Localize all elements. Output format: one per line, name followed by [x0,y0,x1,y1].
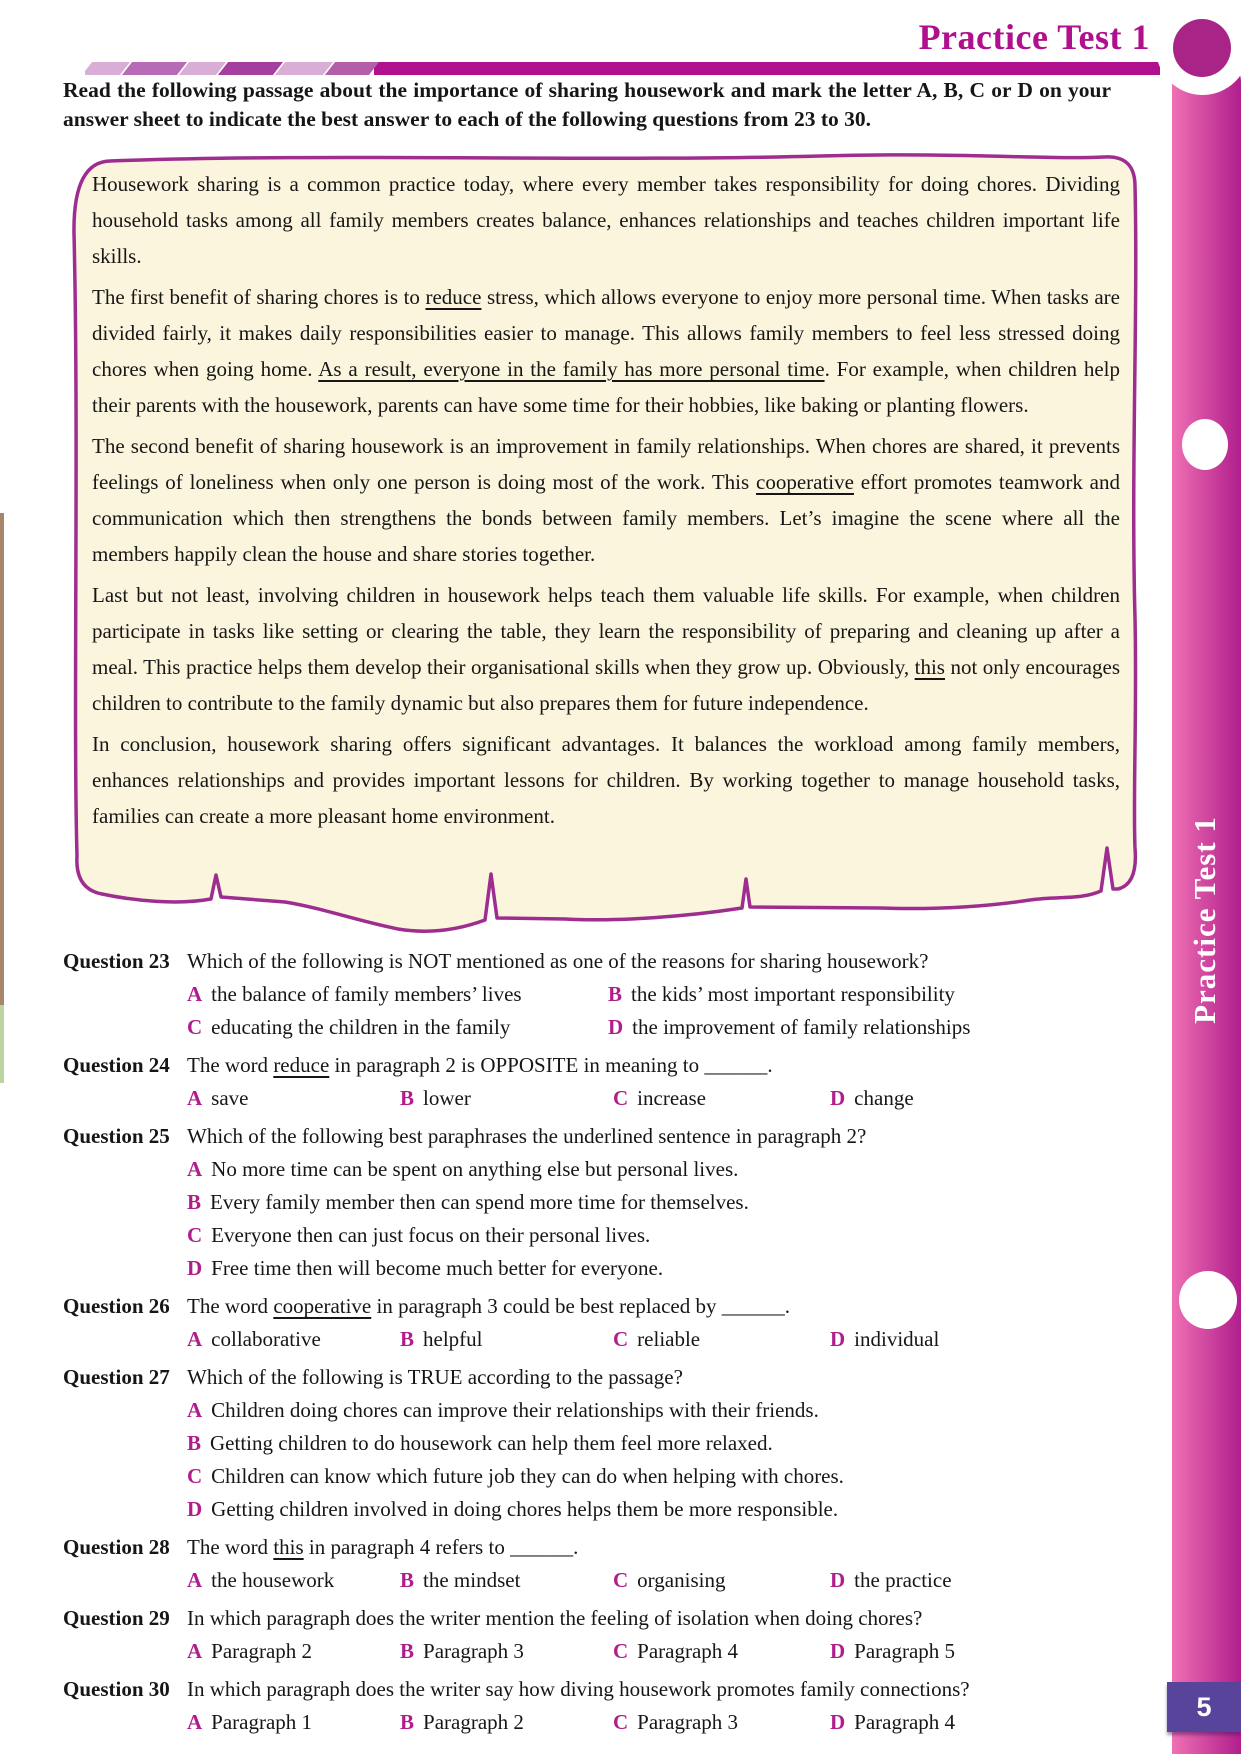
question-item [63,1531,1108,1597]
options [187,1635,1108,1668]
option-C [613,1082,830,1115]
question-body [187,1290,1108,1356]
option-A [187,1153,1108,1186]
question-body [187,1531,1108,1597]
option-B [400,1706,613,1739]
question-label: Question 27 [63,1365,170,1389]
option-text: lower [423,1086,471,1110]
option-letter: B [187,1431,202,1455]
option-letter: A [187,982,203,1006]
option-letter: D [830,1639,846,1663]
passage-paragraph: Housework sharing is a common practice today, where every member takes responsibility for doing chores. Dividing household tasks among all family members creates balance, enhances relationships and teaches children important life skills. [92,172,1120,268]
passage-paragraph: In conclusion, housework sharing offers significant advantages. It balances the workload among family members, enhances relationships and provides important lessons for children. By working together to manage household tasks, families can create a more pleasant home environment. [92,732,1120,828]
sidebar-hole-icon [1179,1271,1237,1329]
option-D [830,1635,1108,1668]
option-text: Children can know which future job they can do when helping with chores. [211,1464,844,1488]
option-text: Getting children involved in doing chores helps them be more responsible. [211,1497,839,1521]
options [187,1394,1108,1526]
page-number-box [1167,1682,1241,1732]
option-text: Paragraph 4 [637,1639,739,1663]
option-B [187,1186,1108,1219]
option-D [187,1252,1108,1285]
option-letter: A [187,1568,203,1592]
option-A [187,1394,1108,1427]
question-prompt: The word reduce in paragraph 2 is OPPOSITE in meaning to ______. [187,1053,773,1077]
option-text: Paragraph 2 [211,1639,313,1663]
question-label: Question 28 [63,1535,170,1559]
option-letter: B [400,1639,415,1663]
option-letter: A [187,1327,203,1351]
passage-paragraph: Last but not least, involving children in housework helps teach them valuable life skills. For example, when children participate in tasks like setting or clearing the table, they learn the responsibility of preparing and cleaning up after a meal. This practice helps them develop their organisational skills when they grow up. Obviously, this not only encourages children to contribute to the family dynamic but also prepares them for future independence. [92,583,1120,715]
option-C [187,1219,1108,1252]
option-letter: C [187,1223,203,1247]
options [187,1153,1108,1285]
option-D [187,1493,1108,1526]
question-item [63,1120,1108,1285]
option-B [400,1082,613,1115]
option-letter: D [830,1710,846,1734]
option-D [830,1564,1108,1597]
option-text: the practice [854,1568,952,1592]
questions-section [63,945,1108,1744]
option-letter: C [613,1086,629,1110]
option-text: increase [637,1086,706,1110]
scan-edge-artifact-brown [0,513,4,1005]
option-letter: B [400,1568,415,1592]
option-text: Free time then will become much better for everyone. [211,1256,664,1280]
option-D [830,1706,1108,1739]
passage-paragraph: The second benefit of sharing housework is an improvement in family relationships. When chores are shared, it prevents feelings of loneliness when only one person is doing most of the work. This cooperative effort promotes teamwork and communication which then strengthens the bonds between family members. Let’s imagine the scene where all the members happily clean the house and share stories together. [92,434,1120,566]
question-body [187,1602,1108,1668]
option-letter: C [613,1568,629,1592]
option-text: organising [637,1568,726,1592]
option-letter: C [187,1015,203,1039]
option-text: change [854,1086,914,1110]
question-label: Question 25 [63,1124,170,1148]
option-D [830,1082,1108,1115]
decorative-stripe-bar [85,62,1160,75]
question-item [63,1602,1108,1668]
option-text: the balance of family members’ lives [211,982,522,1006]
question-item [63,1290,1108,1356]
options [187,1323,1108,1356]
option-letter: B [608,982,623,1006]
option-letter: B [400,1086,415,1110]
option-C [187,1011,608,1044]
option-B [400,1564,613,1597]
option-D [608,1011,1108,1044]
option-text: Paragraph 5 [854,1639,956,1663]
option-B [400,1635,613,1668]
question-label: Question 23 [63,949,170,973]
question-prompt: Which of the following is NOT mentioned as one of the reasons for sharing housework? [187,949,929,973]
question-item [63,1673,1108,1739]
passage-text [92,166,1120,839]
option-text: Children doing chores can improve their relationships with their friends. [211,1398,819,1422]
option-text: educating the children in the family [211,1015,511,1039]
instructions-text: Read the following passage about the importance of sharing housework and mark the letter A, B, C or D on your answer sheet to indicate the best answer to each of the following questions from 23 to 30. [63,78,1111,131]
option-text: Getting children to do housework can help them feel more relaxed. [210,1431,773,1455]
stripe-segment [275,62,333,75]
options [187,978,1108,1044]
option-B [608,978,1108,1011]
option-text: helpful [423,1327,483,1351]
option-text: Paragraph 3 [423,1639,524,1663]
option-letter: D [830,1086,846,1110]
option-A [187,1564,400,1597]
option-A [187,1635,400,1668]
option-text: the improvement of family relationships [632,1015,971,1039]
option-letter: A [187,1398,203,1422]
option-text: No more time can be spent on anything else but personal lives. [211,1157,739,1181]
question-body [187,1120,1108,1285]
page-number: 5 [1196,1691,1212,1722]
question-label: Question 24 [63,1053,170,1077]
option-text: Paragraph 1 [211,1710,313,1734]
option-C [187,1460,1108,1493]
passage-box [60,148,1152,958]
option-letter: B [400,1327,415,1351]
stripe-segment [325,62,379,75]
option-text: the kids’ most important responsibility [631,982,955,1006]
option-C [613,1635,830,1668]
option-letter: A [187,1157,203,1181]
question-prompt: The word cooperative in paragraph 3 could be best replaced by ______. [187,1294,790,1318]
option-text: Every family member then can spend more time for themselves. [210,1190,749,1214]
stripe-segment [122,62,187,75]
sidebar-hole-icon [1182,419,1228,470]
option-letter: D [830,1327,846,1351]
option-text: Paragraph 3 [637,1710,739,1734]
option-letter: A [187,1086,203,1110]
option-C [613,1564,830,1597]
option-C [613,1706,830,1739]
question-item [63,1361,1108,1526]
question-body [187,1049,1108,1115]
option-text: save [211,1086,249,1110]
option-text: Paragraph 4 [854,1710,956,1734]
question-prompt: Which of the following is TRUE according to the passage? [187,1365,683,1389]
option-letter: B [187,1190,202,1214]
question-body [187,1361,1108,1526]
option-letter: A [187,1639,203,1663]
option-A [187,1082,400,1115]
options [187,1082,1108,1115]
options [187,1564,1108,1597]
option-letter: A [187,1710,203,1734]
passage-paragraph: The first benefit of sharing chores is to reduce stress, which allows everyone to enjoy more personal time. When tasks are divided fairly, it makes daily responsibilities easier to manage. This allows family members to feel less stressed doing chores when going home. As a result, everyone in the family has more personal time. For example, when children help their parents with the housework, parents can have some time for their hobbies, like baking or planting flowers. [92,285,1121,417]
option-letter: B [400,1710,415,1734]
option-letter: D [187,1256,203,1280]
option-text: collaborative [211,1327,321,1351]
option-A [187,1706,400,1739]
sidebar-label: Practice Test 1 [1187,816,1222,1024]
question-label: Question 30 [63,1677,170,1701]
option-letter: D [830,1568,846,1592]
option-text: individual [854,1327,940,1351]
sidebar-dot-icon [1173,19,1231,77]
stripe-segment [218,62,283,75]
stripe-solid-bar [374,62,1160,75]
option-B [187,1427,1108,1460]
option-letter: D [608,1015,624,1039]
option-letter: C [613,1327,629,1351]
option-B [400,1323,613,1356]
option-D [830,1323,1108,1356]
option-A [187,978,608,1011]
question-body [187,1673,1108,1739]
question-label: Question 29 [63,1606,170,1630]
question-label: Question 26 [63,1294,170,1318]
option-text: Everyone then can just focus on their personal lives. [211,1223,651,1247]
option-C [613,1323,830,1356]
option-letter: C [613,1639,629,1663]
option-text: the mindset [423,1568,521,1592]
question-prompt: Which of the following best paraphrases the underlined sentence in paragraph 2? [187,1124,867,1148]
question-prompt: The word this in paragraph 4 refers to ______. [187,1535,579,1559]
option-text: Paragraph 2 [423,1710,524,1734]
option-text: the housework [211,1568,335,1592]
option-letter: D [187,1497,203,1521]
question-prompt: In which paragraph does the writer say how diving housework promotes family connections? [187,1677,970,1701]
scan-edge-artifact-green [0,1005,4,1083]
option-A [187,1323,400,1356]
question-prompt: In which paragraph does the writer mention the feeling of isolation when doing chores? [187,1606,923,1630]
question-body [187,945,1108,1044]
question-item [63,945,1108,1044]
question-item [63,1049,1108,1115]
page-title: Practice Test 1 [918,17,1150,57]
option-letter: C [613,1710,629,1734]
option-letter: C [187,1464,203,1488]
options [187,1706,1108,1739]
option-text: reliable [637,1327,701,1351]
